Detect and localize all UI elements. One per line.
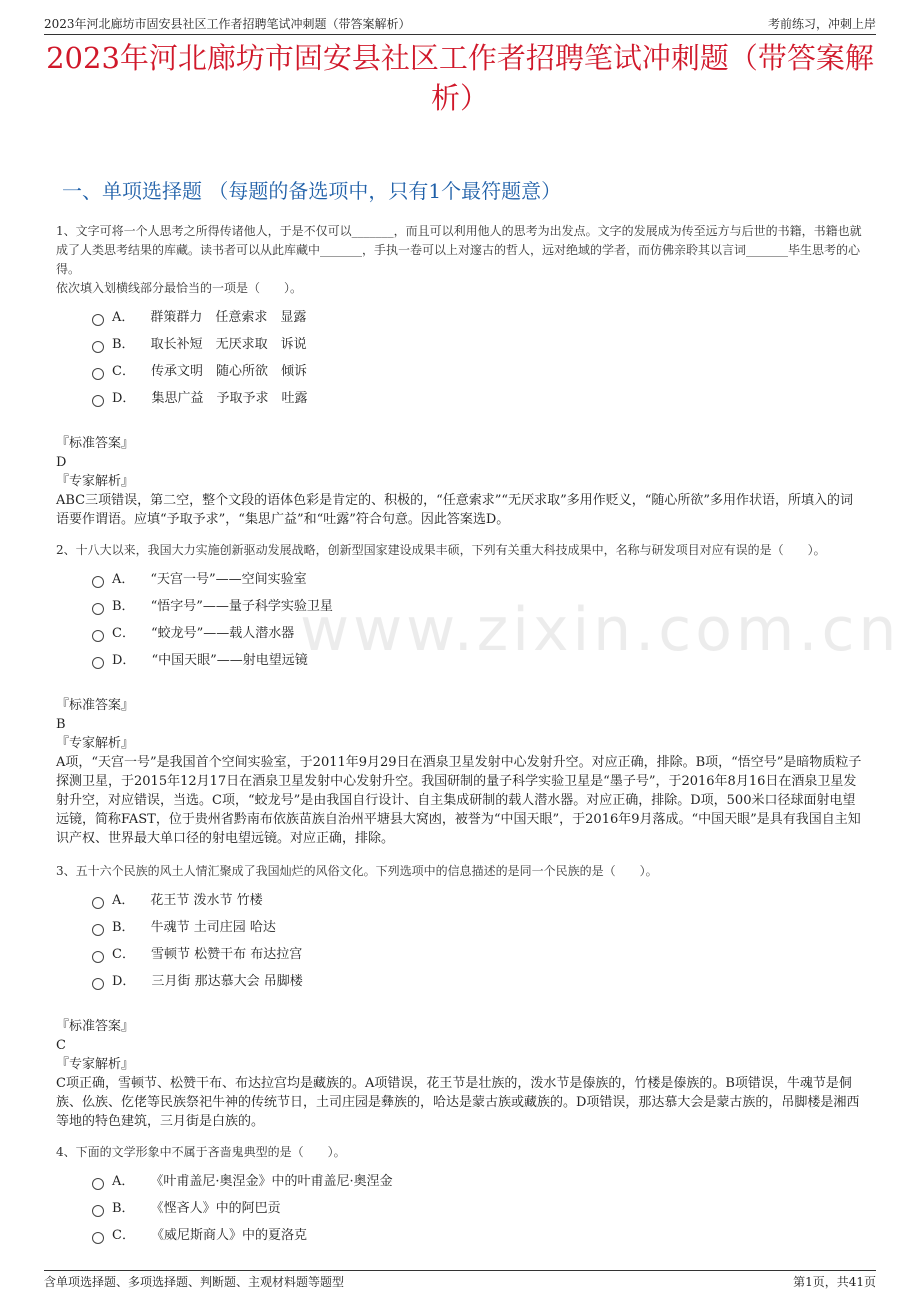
question-instruction: 依次填入划横线部分最恰当的一项是（ ）。 (56, 281, 303, 295)
option-d[interactable] (92, 968, 864, 995)
option-c[interactable] (92, 620, 864, 647)
option-text: “中国天眼”——射电望远镜 (151, 653, 308, 668)
radio-icon[interactable] (92, 630, 104, 642)
option-text: “悟字号”——量子科学实验卫星 (150, 599, 333, 614)
option-c[interactable] (92, 941, 864, 968)
option-b[interactable] (92, 331, 864, 358)
answer-label: 『标准答案』 (56, 436, 135, 451)
option-text: 《悭吝人》中的阿巴贡 (150, 1201, 281, 1216)
option-b[interactable] (92, 1195, 864, 1222)
document-title: 2023年河北廊坊市固安县社区工作者招聘笔试冲刺题（带答案解析） (46, 41, 874, 115)
radio-icon[interactable] (92, 1205, 104, 1217)
option-key: A． (112, 572, 135, 587)
answer-block (56, 696, 864, 848)
option-list (92, 566, 864, 674)
radio-icon[interactable] (92, 924, 104, 936)
radio-icon[interactable] (92, 657, 104, 669)
radio-icon[interactable] (92, 951, 104, 963)
option-text: 花王节 泼水节 竹楼 (150, 893, 263, 908)
answer-label: 『标准答案』 (56, 1019, 135, 1034)
option-a[interactable] (92, 566, 864, 593)
option-a[interactable] (92, 1168, 864, 1195)
question-2 (56, 541, 864, 848)
answer-value: C (56, 1038, 66, 1053)
analysis-label: 『专家解析』 (56, 474, 135, 489)
option-list (92, 887, 864, 995)
analysis-text: C项正确，雪顿节、松赞干布、布达拉宫均是藏族的。A项错误，花王节是壮族的，泼水节是傣族的，竹楼是傣族的。B项错误，牛魂节是侗族、仫族、仡佬等民族祭祀牛神的传统节日，土司庄园是彝族的，哈达是蒙古族或藏族的。D项错误，那达慕大会是蒙古族的，吊脚楼是湘西等地的特色建筑，三月街是白族的。 (56, 1076, 860, 1129)
option-key: A． (112, 310, 135, 325)
answer-value: B (56, 717, 66, 732)
page-number: 第1页，共41页 (793, 1274, 876, 1289)
question-3 (56, 862, 864, 1131)
question-list (56, 222, 864, 1249)
option-key: B． (112, 920, 135, 935)
option-key: B． (112, 599, 135, 614)
radio-icon[interactable] (92, 341, 104, 353)
option-b[interactable] (92, 593, 864, 620)
footer-question-types: 含单项选择题、多项选择题、判断题、主观材料题等题型 (44, 1274, 345, 1289)
option-text: 群策群力 任意索求 显露 (150, 310, 307, 325)
answer-label: 『标准答案』 (56, 698, 135, 713)
analysis-text: ABC三项错误，第二空，整个文段的语体色彩是肯定的、积极的，“任意索求”“无厌求取”多用作贬义，“随心所欲”多用作状语，所填入的词语要作谓语。应填“予取予求”，“集思广益”和“吐露”符合句意。因此答案选D。 (56, 493, 854, 527)
question-stem: 2、十八大以来，我国大力实施创新驱动发展战略，创新型国家建设成果丰硕，下列有关重大科技成果中，名称与研发项目对应有误的是（ ）。 (56, 543, 826, 557)
option-text: “蛟龙号”——载人潜水器 (150, 626, 295, 641)
option-key: D． (112, 653, 136, 668)
answer-block (56, 434, 864, 529)
option-key: A． (112, 1174, 135, 1189)
question-1 (56, 222, 864, 529)
radio-icon[interactable] (92, 576, 104, 588)
header-doc-title: 2023年河北廊坊市固安县社区工作者招聘笔试冲刺题（带答案解析） (44, 17, 411, 31)
header-slogan: 考前练习，冲刺上岸 (767, 17, 876, 31)
radio-icon[interactable] (92, 368, 104, 380)
answer-block (56, 1017, 864, 1131)
analysis-text: A项，“天宫一号”是我国首个空间实验室，于2011年9月29日在酒泉卫星发射中心发射升空。对应正确，排除。B项，“悟空号”是暗物质粒子探测卫星，于2015年12月17日在酒泉卫星发射中心发射升空。我国研制的量子科学实验卫星是“墨子号”，于2016年8月16日在酒泉卫星发射升空，对应错误，当选。C项，“蛟龙号”是由我国自行设计、自主集成研制的载人潜水器。对应正确，排除。D项，500米口径球面射电望远镜，简称FAST，位于贵州省黔南布依族苗族自治州平塘县大窝凼，被誉为“中国天眼”，于2016年9月落成。“中国天眼”是具有我国自主知识产权、世界最大单口径的射电望远镜。对应正确，排除。 (56, 755, 862, 846)
option-c[interactable] (92, 358, 864, 385)
question-stem: 1、文字可将一个人思考之所得传诸他人，于是不仅可以_______，而且可以利用他人的思考为出发点。文字的发展成为传至远方与后世的书籍，书籍也就成了人类思考结果的库藏。读书者可以从此库藏中_______，手执一卷可以上对邃古的哲人，远对绝域的学者，而仿佛亲聆其以言词_______毕生思考的心得。 (56, 224, 862, 276)
option-key: D． (112, 974, 136, 989)
option-text: 取长补短 无厌求取 诉说 (150, 337, 307, 352)
radio-icon[interactable] (92, 314, 104, 326)
radio-icon[interactable] (92, 897, 104, 909)
radio-icon[interactable] (92, 978, 104, 990)
option-key: B． (112, 1201, 135, 1216)
watermark: www.zixin.com.cn (300, 595, 901, 665)
option-key: D． (112, 391, 136, 406)
option-text: 传承文明 随心所欲 倾诉 (150, 364, 307, 379)
option-text: 《叶甫盖尼·奥涅金》中的叶甫盖尼·奥涅金 (150, 1174, 393, 1189)
option-key: B． (112, 337, 135, 352)
option-a[interactable] (92, 304, 864, 331)
option-d[interactable] (92, 385, 864, 412)
option-a[interactable] (92, 887, 864, 914)
option-key: C． (112, 947, 135, 962)
question-4 (56, 1143, 864, 1249)
option-text: 集思广益 予取予求 吐露 (151, 391, 308, 406)
section-heading: 一、单项选择题 （每题的备选项中，只有1个最符题意） (62, 179, 562, 203)
option-d[interactable] (92, 647, 864, 674)
option-key: A． (112, 893, 135, 908)
option-key: C． (112, 626, 135, 641)
analysis-label: 『专家解析』 (56, 736, 135, 751)
question-stem: 3、五十六个民族的风土人情汇聚成了我国灿烂的风俗文化。下列选项中的信息描述的是同一个民族的是（ ）。 (56, 864, 658, 878)
analysis-label: 『专家解析』 (56, 1057, 135, 1072)
radio-icon[interactable] (92, 1178, 104, 1190)
page-header (44, 10, 876, 35)
option-text: “天宫一号”——空间实验室 (150, 572, 307, 587)
radio-icon[interactable] (92, 603, 104, 615)
option-c[interactable] (92, 1222, 864, 1249)
page-footer (44, 1270, 876, 1291)
option-text: 雪顿节 松赞干布 布达拉宫 (150, 947, 303, 962)
option-b[interactable] (92, 914, 864, 941)
option-list (92, 304, 864, 412)
option-text: 三月街 那达慕大会 吊脚楼 (151, 974, 303, 989)
answer-value: D (56, 455, 67, 470)
radio-icon[interactable] (92, 1232, 104, 1244)
option-key: C． (112, 364, 135, 379)
radio-icon[interactable] (92, 395, 104, 407)
option-text: 牛魂节 土司庄园 哈达 (150, 920, 276, 935)
option-list (92, 1168, 864, 1249)
option-key: C． (112, 1228, 135, 1243)
option-text: 《威尼斯商人》中的夏洛克 (150, 1228, 307, 1243)
question-stem: 4、下面的文学形象中不属于吝啬鬼典型的是（ ）。 (56, 1145, 346, 1159)
